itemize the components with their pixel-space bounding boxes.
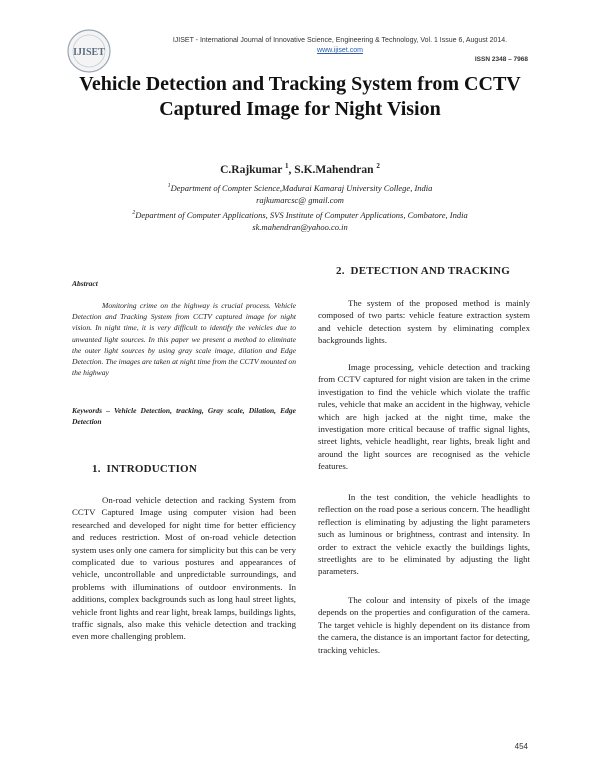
logo-text: IJISET — [73, 47, 105, 58]
author-1: C.Rajkumar — [220, 163, 283, 176]
keywords: Keywords – Vehicle Detection, tracking, Gray scale, Dilation, Edge Detection — [72, 406, 296, 426]
abstract-heading: Abstract — [72, 279, 98, 288]
affiliation-1-email: rajkumarcsc@ gmail.com — [256, 194, 344, 205]
detection-paragraph-4: The colour and intensity of pixels of the image depends on the properties and configuration of the camera. The target vehicle is highly dependent on its distance from the camera, the distance is an important factor for detecting, tracking vehicles. — [318, 595, 530, 655]
title-line-2: Captured Image for Night Vision — [159, 98, 441, 120]
issn: ISSN 2348 – 7968 — [474, 56, 528, 63]
detection-paragraph-1: The system of the proposed method is mainly composed of two parts: vehicle feature extraction system and vehicle detection system by eliminating complex backgrounds lights. — [318, 298, 530, 346]
journal-line: IJISET - International Journal of Innovative Science, Engineering & Technology, Vol. 1 Issue 6, August 2014. — [172, 37, 508, 44]
affiliation-2-email: sk.mahendran@yahoo.co.in — [252, 221, 348, 232]
authors — [60, 162, 540, 176]
detection-heading: 2. DETECTION AND TRACKING — [336, 265, 510, 277]
page-number: 454 — [514, 742, 528, 751]
journal-logo — [66, 28, 112, 74]
affiliation-2-dept: Department of Computer Applications, SVS Institute of Computer Applications, Combatore, India — [135, 209, 468, 220]
journal-header — [130, 36, 550, 56]
affiliation-1-sup: 1 — [167, 183, 171, 189]
author-separator: , — [288, 163, 295, 176]
author-2-sup: 2 — [376, 162, 380, 170]
author-2: S.K.Mahendran — [294, 163, 374, 176]
affiliation-2 — [40, 207, 560, 233]
abstract-body: Monitoring crime on the highway is crucial process. Vehicle Detection and Tracking System from CCTV captured image for night vision. In night time, it is very difficult to identify the vehicles due to unwanted light sources. In this paper we present a method to eliminate the outer light sources by using gray scale image, dilation and Edge Detection. The images are taken at night time from the CCTV mounted on the highway — [72, 301, 296, 378]
affiliation-2-sup: 2 — [132, 210, 136, 216]
detection-paragraph-2: Image processing, vehicle detection and tracking from CCTV captured for night vision are taken in the crime investigation to find the vehicle which violate the traffic rules, vehicle that make an accident in the highway, vehicle which are high jacked at the night time, make the investigation more critical because of traffic signal lights, street lights, vehicle headlight, rear lights, break light and around the light sources are recognised as the vehicle features. — [318, 362, 530, 472]
journal-url-link[interactable]: www.ijiset.com — [317, 47, 363, 54]
title-line-1: Vehicle Detection and Tracking System from CCTV — [79, 73, 521, 95]
affiliation-1-dept: Department of Compter Science,Madurai Kamaraj University College, India — [170, 182, 433, 193]
introduction-body: On-road vehicle detection and racking System from CCTV Captured Image using computer vision had been researched and developed for night time for better efficiency and reduces restriction. Most of on-road vehicle detection system uses only one camera for simplicity but this can be very complicated due to various postures and appearances of vehicle, uncontrollable and unpredictable surroundings, and problems with illuminations of outdoor environments. In additions, complex backgrounds such as long haul street lights, vehicle front lights and rear light, break lamps, buildings lights, traffic signals, also make this vehicle detection and tracking even more challenging problem. — [72, 495, 296, 642]
author-1-sup: 1 — [285, 162, 289, 170]
introduction-heading: 1. INTRODUCTION — [92, 463, 197, 475]
paper-title — [60, 72, 540, 122]
affiliation-1 — [40, 180, 560, 206]
detection-paragraph-3: In the test condition, the vehicle headlights to reflection on the road pose a serious concern. The headlight reflection is eliminating by adjusting the light parameters such as luminous or brightness, contrast and intensity. In order to extract the vehicle exactly the buildings lights, streetlights are to be eliminated by adjusting the light parameters. — [318, 492, 530, 577]
